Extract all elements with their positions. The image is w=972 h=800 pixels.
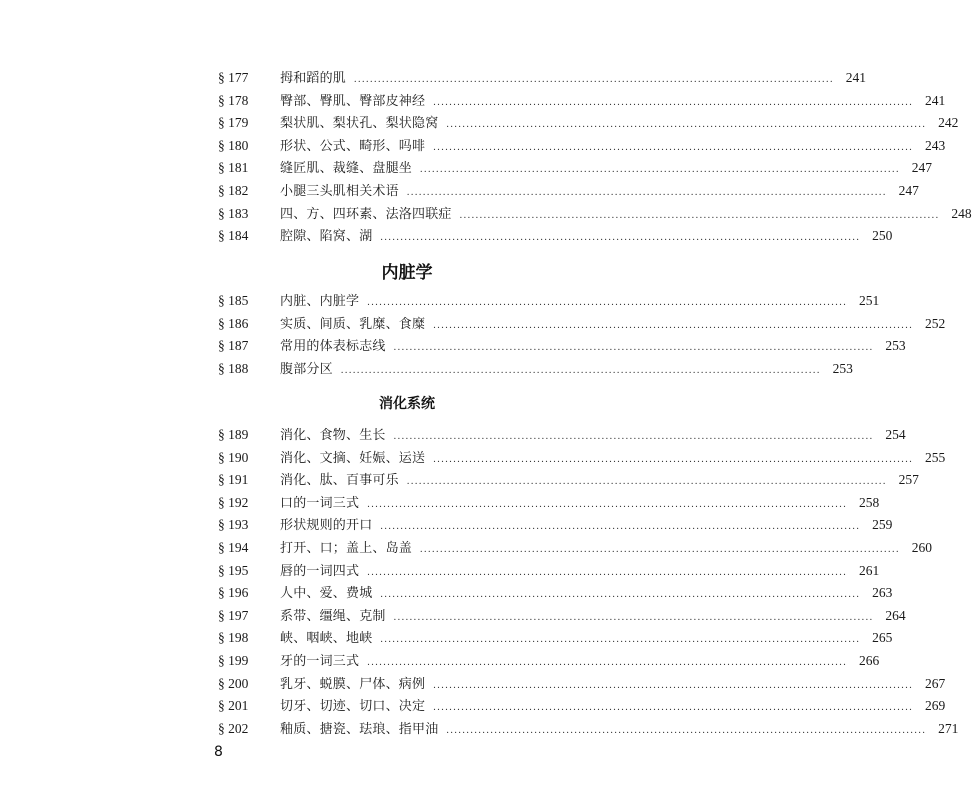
page-ref: 257 bbox=[898, 472, 919, 488]
toc-group-splanchnology bbox=[218, 290, 946, 380]
section-number: § 189 bbox=[218, 427, 249, 442]
toc-entry[interactable] bbox=[218, 695, 946, 718]
entry-title: 实质、间质、乳糜、食糜 bbox=[280, 316, 426, 332]
entry-title: 缝匠肌、裁缝、盘腿坐 bbox=[280, 161, 413, 177]
entry-title: 人中、爱、费城 bbox=[280, 586, 373, 602]
section-number: § 181 bbox=[218, 160, 249, 176]
toc-entry[interactable] bbox=[218, 203, 972, 226]
dot-leader: ........................................................................................................................ bbox=[367, 498, 848, 510]
toc-entry[interactable] bbox=[218, 469, 919, 492]
dot-leader: ........................................................................................................................ bbox=[420, 543, 901, 555]
section-number: § 192 bbox=[218, 494, 249, 510]
dot-leader: ........................................................................................................................ bbox=[367, 656, 848, 668]
entry-title: 形状规则的开口 bbox=[280, 518, 373, 534]
entry-title: 四、方、四环素、法洛四联症 bbox=[280, 206, 452, 222]
entry-title: 乳牙、蜕膜、尸体、病例 bbox=[280, 676, 426, 692]
toc-entry[interactable] bbox=[218, 424, 906, 447]
entry-title: 牙的一词三式 bbox=[280, 653, 360, 669]
toc-entry[interactable] bbox=[218, 358, 853, 381]
page-ref: 269 bbox=[924, 698, 946, 714]
dot-leader: ........................................................................................................................ bbox=[393, 611, 874, 623]
entry-title: 臀部、臀肌、臀部皮神经 bbox=[280, 93, 426, 109]
toc-entry[interactable] bbox=[218, 135, 946, 158]
toc-entry[interactable] bbox=[218, 560, 880, 583]
toc-entry[interactable] bbox=[218, 157, 933, 180]
dot-leader: ........................................................................................................................ bbox=[393, 342, 874, 354]
toc-entry[interactable] bbox=[218, 514, 893, 537]
dot-leader: ........................................................................................................................ bbox=[406, 186, 887, 198]
section-number: § 179 bbox=[218, 115, 249, 131]
dot-leader: ........................................................................................................................ bbox=[380, 589, 861, 601]
entry-title: 峡、咽峡、地峡 bbox=[280, 631, 373, 647]
section-number: § 182 bbox=[218, 182, 249, 198]
section-number: § 188 bbox=[218, 360, 249, 376]
toc-entry[interactable] bbox=[218, 335, 906, 358]
page-ref: 264 bbox=[885, 607, 906, 623]
section-number: § 178 bbox=[218, 92, 249, 108]
dot-leader: ........................................................................................................................ bbox=[433, 702, 914, 714]
page-ref: 260 bbox=[911, 539, 933, 555]
entry-title: 形状、公式、畸形、吗啡 bbox=[280, 138, 426, 154]
section-number: § 183 bbox=[218, 205, 249, 221]
entry-title: 系带、缰绳、克制 bbox=[280, 608, 386, 624]
dot-leader: ........................................................................................................................ bbox=[380, 521, 861, 533]
page-ref: 247 bbox=[898, 182, 919, 198]
page-ref: 254 bbox=[885, 427, 906, 442]
toc-entry[interactable] bbox=[218, 225, 893, 248]
chapter-heading: 消化系统 bbox=[379, 396, 435, 412]
toc-entry[interactable] bbox=[218, 650, 880, 673]
section-number: § 193 bbox=[218, 517, 249, 533]
section-number: § 194 bbox=[218, 539, 249, 555]
section-number: § 198 bbox=[218, 630, 249, 646]
page-ref: 243 bbox=[924, 137, 946, 153]
section-number: § 195 bbox=[218, 562, 249, 578]
page-ref: 252 bbox=[924, 315, 946, 331]
page-ref: 255 bbox=[924, 449, 946, 465]
section-number: § 202 bbox=[218, 720, 249, 736]
page-ref: 247 bbox=[911, 160, 933, 176]
dot-leader: ........................................................................................................................ bbox=[433, 141, 914, 153]
page-ref: 250 bbox=[872, 228, 893, 244]
entry-title: 梨状肌、梨状孔、梨状隐窝 bbox=[280, 116, 439, 132]
toc-entry[interactable] bbox=[218, 605, 906, 628]
section-number: § 191 bbox=[218, 472, 249, 488]
section-number: § 199 bbox=[218, 652, 249, 668]
section-number: § 177 bbox=[218, 70, 249, 85]
dot-leader: ........................................................................................................................ bbox=[446, 724, 927, 736]
section-number: § 185 bbox=[218, 293, 249, 308]
section-number: § 201 bbox=[218, 698, 249, 714]
dot-leader: ........................................................................................................................ bbox=[380, 634, 861, 646]
toc-entry[interactable] bbox=[218, 627, 893, 650]
page-ref: 251 bbox=[858, 293, 880, 308]
toc-entry[interactable] bbox=[218, 67, 867, 90]
toc-entry[interactable] bbox=[218, 90, 946, 113]
dot-leader: ........................................................................................................................ bbox=[420, 164, 901, 176]
entry-title: 腹部分区 bbox=[280, 361, 333, 377]
part-heading: 内脏学 bbox=[381, 263, 433, 283]
section-number: § 200 bbox=[218, 675, 249, 691]
dot-leader: ........................................................................................................................ bbox=[367, 297, 848, 308]
dot-leader: ........................................................................................................................ bbox=[354, 74, 835, 85]
dot-leader: ........................................................................................................................ bbox=[433, 96, 914, 108]
page-ref: 241 bbox=[845, 70, 867, 85]
dot-leader: ........................................................................................................................ bbox=[367, 566, 848, 578]
toc-entry[interactable] bbox=[218, 290, 880, 313]
entry-title: 切牙、切迹、切口、决定 bbox=[280, 699, 426, 715]
page-ref: 271 bbox=[938, 720, 959, 736]
toc-entry[interactable] bbox=[218, 582, 893, 605]
entry-title: 内脏、内脏学 bbox=[280, 294, 360, 309]
dot-leader: ........................................................................................................................ bbox=[380, 232, 861, 244]
page-number: 8 bbox=[214, 744, 223, 760]
section-number: § 190 bbox=[218, 449, 249, 465]
dot-leader: ........................................................................................................................ bbox=[433, 319, 914, 331]
page-ref: 241 bbox=[924, 92, 946, 108]
page-ref: 266 bbox=[858, 652, 880, 668]
section-number: § 197 bbox=[218, 607, 249, 623]
dot-leader: ........................................................................................................................ bbox=[393, 431, 874, 442]
entry-title: 小腿三头肌相关术语 bbox=[280, 183, 399, 199]
page-ref: 263 bbox=[872, 585, 893, 601]
toc-entry[interactable] bbox=[218, 112, 959, 135]
section-number: § 186 bbox=[218, 315, 249, 331]
entry-title: 常用的体表标志线 bbox=[280, 339, 386, 355]
section-number: § 180 bbox=[218, 137, 249, 153]
toc-group-limbs bbox=[218, 67, 972, 248]
page-ref: 253 bbox=[832, 360, 853, 376]
page-ref: 242 bbox=[938, 115, 959, 131]
section-number: § 187 bbox=[218, 338, 249, 354]
dot-leader: ........................................................................................................................ bbox=[406, 476, 887, 488]
entry-title: 消化、肽、百事可乐 bbox=[280, 473, 399, 489]
toc-entry[interactable] bbox=[218, 447, 946, 470]
toc-entry[interactable] bbox=[218, 537, 933, 560]
entry-title: 腔隙、陷窝、湖 bbox=[280, 229, 373, 245]
entry-title: 消化、食物、生长 bbox=[280, 428, 386, 443]
dot-leader: ........................................................................................................................ bbox=[340, 364, 821, 376]
dot-leader: ........................................................................................................................ bbox=[459, 209, 940, 221]
toc-entry[interactable] bbox=[218, 313, 946, 336]
entry-title: 口的一词三式 bbox=[280, 495, 360, 511]
page-ref: 261 bbox=[858, 562, 880, 578]
entry-title: 唇的一词四式 bbox=[280, 563, 360, 579]
entry-title: 消化、文摘、妊娠、运送 bbox=[280, 450, 426, 466]
page-ref: 267 bbox=[924, 675, 946, 691]
dot-leader: ........................................................................................................................ bbox=[433, 679, 914, 691]
page-ref: 259 bbox=[872, 517, 893, 533]
toc-entry[interactable] bbox=[218, 673, 946, 696]
dot-leader: ........................................................................................................................ bbox=[446, 119, 927, 131]
entry-title: 釉质、搪瓷、珐琅、指甲油 bbox=[280, 721, 439, 737]
page-ref: 265 bbox=[872, 630, 893, 646]
page-ref: 248 bbox=[951, 205, 972, 221]
toc-group-digestive bbox=[218, 424, 959, 740]
toc-entry[interactable] bbox=[218, 492, 880, 515]
entry-title: 打开、口；盖上、岛盖 bbox=[280, 540, 413, 556]
section-number: § 196 bbox=[218, 585, 249, 601]
entry-title: 拇和蹈的肌 bbox=[280, 71, 347, 86]
toc-entry[interactable] bbox=[218, 718, 959, 741]
page-ref: 253 bbox=[885, 338, 906, 354]
toc-entry[interactable] bbox=[218, 180, 919, 203]
dot-leader: ........................................................................................................................ bbox=[433, 453, 914, 465]
page-ref: 258 bbox=[858, 494, 880, 510]
section-number: § 184 bbox=[218, 228, 249, 244]
